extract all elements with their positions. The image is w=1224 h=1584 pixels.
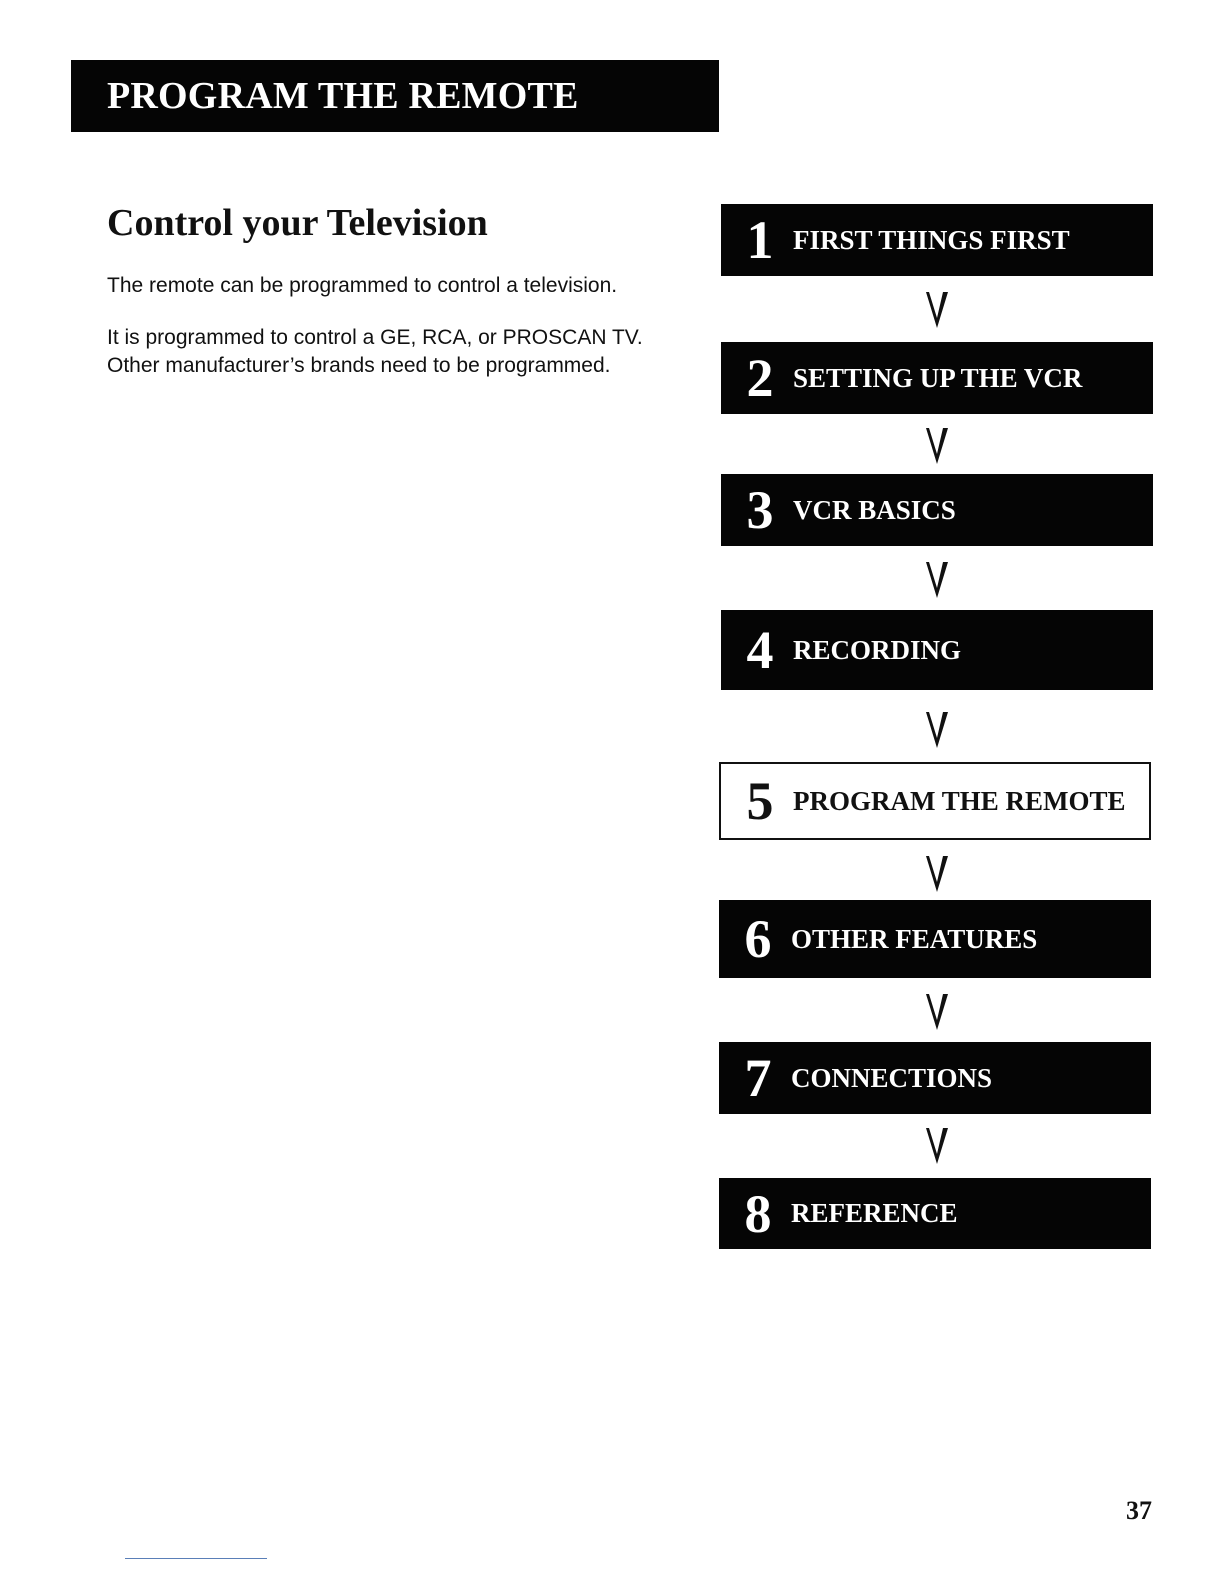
chevron-down-icon: [922, 558, 952, 602]
chevron-down-icon: [922, 990, 952, 1034]
chapter-2-box[interactable]: [721, 342, 1153, 414]
brand-paragraph: [107, 324, 707, 380]
brand-paragraph-line-1: It is programmed to control a GE, RCA, or PROSCAN TV.: [107, 326, 643, 349]
chevron-down-icon: [922, 708, 952, 752]
chapter-3-label: VCR BASICS: [793, 494, 956, 525]
chapter-8-number: 8: [744, 1183, 772, 1244]
chapter-7-box[interactable]: [719, 1042, 1151, 1114]
chapter-2-number: 2: [746, 348, 774, 408]
chevron-down-icon: [922, 1124, 952, 1168]
chapter-7-number: 7: [744, 1048, 772, 1108]
chapter-5-box-current[interactable]: [719, 762, 1151, 840]
intro-paragraph: The remote can be programmed to control a television.: [107, 274, 618, 297]
chevron-down-icon: [922, 424, 952, 468]
chapter-6-label: OTHER FEATURES: [791, 923, 1038, 954]
footer-rule: [125, 1558, 267, 1559]
chapter-6-number: 6: [744, 909, 772, 969]
chapter-2-label: SETTING UP THE VCR: [793, 362, 1083, 393]
chapter-4-number: 4: [746, 620, 774, 680]
chapter-3-number: 3: [746, 480, 774, 540]
chevron-down-icon: [922, 288, 952, 332]
brand-paragraph-line-2: Other manufacturer’s brands need to be programmed.: [107, 354, 611, 377]
chapter-6-box[interactable]: [719, 900, 1151, 978]
section-title: Control your Television: [107, 202, 488, 244]
chapter-5-label: PROGRAM THE REMOTE: [793, 785, 1126, 816]
chapter-3-box[interactable]: [721, 474, 1153, 546]
chapter-4-label: RECORDING: [793, 634, 962, 665]
chapter-7-label: CONNECTIONS: [791, 1062, 993, 1093]
chapter-1-number: 1: [746, 210, 774, 270]
page-header-title: PROGRAM THE REMOTE: [107, 75, 579, 117]
page-number: 37: [1126, 1496, 1152, 1525]
chapter-8-label: REFERENCE: [791, 1198, 958, 1228]
chapter-1-box[interactable]: [721, 204, 1153, 276]
chapter-1-label: FIRST THINGS FIRST: [793, 224, 1070, 255]
chapter-8-box[interactable]: [719, 1178, 1151, 1249]
page-header-bar: [71, 60, 719, 132]
chapter-5-number: 5: [746, 771, 774, 831]
chapter-4-box[interactable]: [721, 610, 1153, 690]
chevron-down-icon: [922, 852, 952, 896]
